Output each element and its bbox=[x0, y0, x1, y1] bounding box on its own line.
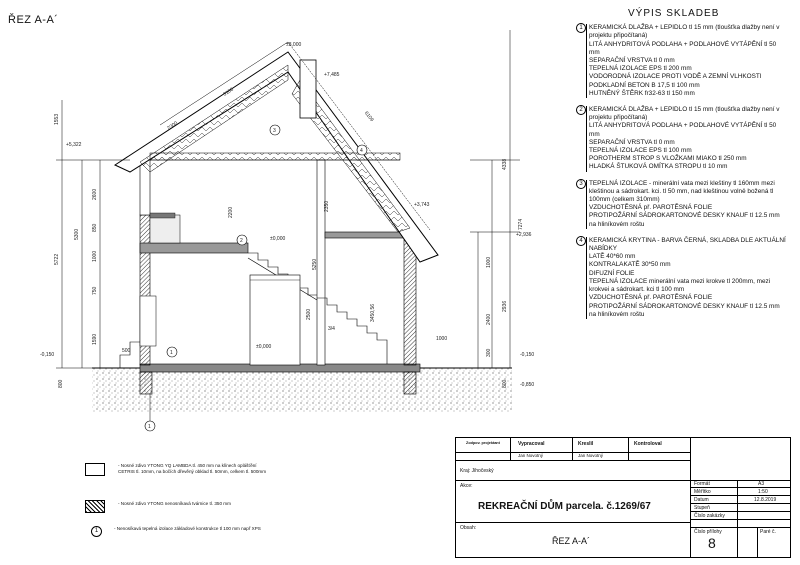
dim-right-4338: 4338 bbox=[502, 158, 508, 170]
level-roof-top: +7,485 bbox=[324, 72, 340, 78]
layer-item: KONTRALAKATĚ 30*50 mm bbox=[589, 261, 671, 269]
left-window bbox=[140, 296, 156, 346]
dim-left-total: 1553 bbox=[54, 113, 60, 125]
meritko-label: Měřítko bbox=[694, 489, 711, 495]
schedule-group-3 bbox=[578, 180, 788, 229]
ground-gravel bbox=[92, 368, 512, 412]
dim-bottom-1000: 1000 bbox=[436, 336, 448, 342]
cislo-prilohy-value: 8 bbox=[708, 535, 716, 551]
svg-text:2: 2 bbox=[240, 238, 243, 244]
section-title: ŘEZ A-A´ bbox=[8, 14, 59, 26]
dim-left-2600: 2600 bbox=[92, 188, 98, 200]
dim-mid-5250: 5250 bbox=[312, 258, 318, 270]
layer-schedule bbox=[578, 10, 788, 327]
dim-mid-3450: 3450,56 bbox=[370, 303, 376, 322]
layer-item: PROTIPOŽÁRNÍ SÁDROKARTONOVÉ DESKY KNAUF tl 12.5 mm na hliníkovém roštu bbox=[589, 302, 780, 318]
level-right-found: -0,850 bbox=[520, 382, 535, 388]
dim-left-5722: 5722 bbox=[54, 253, 60, 265]
vypracoval-label: Vypracoval bbox=[518, 441, 545, 447]
dim-left-750: 750 bbox=[92, 286, 98, 295]
dim-right-2400: 2400 bbox=[486, 313, 492, 325]
layer-item: KERAMICKÁ DLAŽBA + LEPIDLO tl 15 mm (tloušťka dlažby není v projektu připočítaná) bbox=[589, 24, 780, 40]
group-number: 2 bbox=[576, 105, 586, 115]
stair-note: 3/4 bbox=[328, 326, 335, 332]
dim-right-300: 300 bbox=[486, 348, 492, 357]
level-eaves: +5,322 bbox=[66, 142, 82, 148]
dim-mid-2350: 2350 bbox=[324, 200, 330, 212]
dim-left-850: 850 bbox=[92, 223, 98, 232]
svg-text:1: 1 bbox=[170, 350, 173, 356]
pare-label: Paré č. bbox=[760, 529, 776, 535]
callout-3 bbox=[270, 125, 280, 135]
akce-label: Akce: bbox=[460, 483, 473, 489]
dim-right-800: 800 bbox=[502, 379, 508, 388]
layer-item: HLADKÁ ŠTUKOVÁ OMÍTKA STROPU tl 10 mm bbox=[589, 163, 728, 171]
schedule-group-2 bbox=[578, 106, 788, 172]
mid-wall bbox=[317, 160, 325, 365]
callout-1 bbox=[167, 347, 177, 357]
dim-roof-c: 6109 bbox=[362, 110, 375, 123]
layer-item: PODKLADNÍ BETON B 17,5 tl 100 mm bbox=[589, 81, 700, 89]
obsah-value: ŘEZ A-A´ bbox=[552, 536, 591, 546]
format-value: A3 bbox=[758, 481, 765, 487]
cislo-zakazky-label: Číslo zakázky bbox=[694, 513, 725, 519]
layer-item: DIFUZNÍ FOLIE bbox=[589, 269, 635, 277]
layer-item: POROTHERM STROP S VLOŽKAMI MIAKO tl 250 mm bbox=[589, 155, 747, 163]
vypracoval-value: Jan Novotný bbox=[518, 453, 544, 458]
layer-item: LATĚ 40*60 mm bbox=[589, 253, 636, 261]
layer-item: TEPELNÁ IZOLACE minerální vata mezi krokve tl 200mm, mezi krokvei a sádrokart. kci tl 100 mm bbox=[589, 277, 771, 294]
dim-left-800: 800 bbox=[58, 379, 64, 388]
legend-swatch-ytong-hatch bbox=[85, 500, 105, 513]
legend-text: - Nenosíkavá tepelná izolace základové konstrukce tl 100 mm např XPS bbox=[114, 526, 261, 531]
layer-item: TEPELNÁ IZOLACE EPS tl 100 mm bbox=[589, 147, 692, 155]
dim-left-5300: 5300 bbox=[74, 228, 80, 240]
callout-4 bbox=[357, 145, 367, 155]
cislo-prilohy-label: Číslo přílohy bbox=[694, 529, 722, 535]
obsah-label: Obsah: bbox=[460, 525, 477, 531]
level-zero-lower: ±0,000 bbox=[256, 344, 272, 350]
level-right-minus: -0,150 bbox=[520, 352, 535, 358]
group-number: 4 bbox=[576, 236, 586, 246]
format-label: Formát bbox=[694, 481, 710, 487]
legend-text: - Nosné zdivo YTONG YQ LAMBDA tl. 450 mm na klínech oplášťění CETRIS tl. 10mm, na bočích dřevěný obklad tl. 50mm, celkem tl. 500mm bbox=[118, 463, 267, 474]
layer-item: LITÁ ANHYDRITOVÁ PODLAHA + PODLAHOVÉ VYTÁPĚNÍ tl 50 mm bbox=[589, 40, 777, 56]
level-zero-upper: ±0,000 bbox=[270, 236, 286, 242]
layer-item: VZDUCHOTĚSNÁ př. PAROTĚSNÁ FOLIE bbox=[589, 204, 713, 212]
meritko-value: 1:50 bbox=[758, 489, 768, 495]
dim-right-7274: 7274 bbox=[518, 218, 524, 230]
foundation-left bbox=[140, 372, 152, 394]
kontroloval-label: Kontroloval bbox=[634, 441, 662, 447]
layer-item: SEPARAČNÍ VRSTVA tl 0 mm bbox=[589, 57, 675, 65]
upper-floor-slab bbox=[140, 243, 248, 253]
layer-item: LITÁ ANHYDRITOVÁ PODLAHA + PODLAHOVÉ VYTÁPĚNÍ tl 50 mm bbox=[589, 122, 777, 138]
akce-value: REKREAČNÍ DŮM parcela. č.1269/67 bbox=[478, 501, 651, 512]
level-ceiling-right: +2,936 bbox=[516, 232, 532, 238]
layer-item: KERAMICKÁ DLAŽBA + LEPIDLO tl 15 mm (tloušťka dlažby není v projektu připočítaná) bbox=[589, 106, 780, 122]
layer-item: KERAMICKÁ KRYTINA - BARVA ČERNÁ, SKLADBA DLE AKTUÁLNÍ NABÍDKY bbox=[589, 236, 786, 253]
layer-item: HUTNĚNÝ ŠTĚRK fr32-63 tl 150 mm bbox=[589, 89, 695, 97]
legend-swatch-ytong-lambda bbox=[85, 463, 105, 476]
layer-item: PROTIPOŽÁRNÍ SÁDROKARTONOVÉ DESKY KNAUF tl 12.5 mm na hliníkovém roštu bbox=[589, 212, 780, 228]
kreslil-label: Kreslil bbox=[578, 441, 594, 447]
dim-mid-2500: 2500 bbox=[306, 308, 312, 320]
dim-roof-a: 2300 bbox=[166, 120, 179, 132]
group-number: 3 bbox=[576, 179, 586, 189]
schedule-group-1 bbox=[578, 24, 788, 98]
dim-left-500: 500 bbox=[122, 348, 131, 354]
kraj-label: Kraj: Jihočeský bbox=[460, 468, 494, 474]
legend-symbol-1: 1 bbox=[91, 526, 102, 537]
svg-text:4: 4 bbox=[360, 148, 363, 154]
dim-right-2936: 2936 bbox=[502, 300, 508, 312]
svg-text:1: 1 bbox=[148, 424, 151, 430]
balcony-window bbox=[150, 215, 180, 243]
dim-mid-2200: 2200 bbox=[228, 206, 234, 218]
door bbox=[250, 275, 300, 365]
legend-text: - Nosné zdivo YTONG nenosníkavá tvárnice tl. 350 mm bbox=[118, 501, 231, 506]
schedule-group-4 bbox=[578, 237, 788, 319]
dim-left-1590: 1590 bbox=[92, 333, 98, 345]
title-block bbox=[455, 437, 791, 558]
layer-item: VODORODNÁ IZOLACE PROTI VODĚ A ZEMNÍ VLHKOSTI bbox=[589, 73, 762, 81]
callout-2 bbox=[237, 235, 247, 245]
kreslil-value: Jan Novotný bbox=[578, 453, 604, 458]
layer-item: TEPELNÁ IZOLACE - minerální vata mezi kleštiny tl 160mm mezi kleštinou a sádrokart. kci. tl 50 mm, nad kleštinou volně božená tl 100mm (celkem 310mm) bbox=[589, 179, 775, 204]
stupen-label: Stupeň bbox=[694, 505, 710, 511]
group-number: 1 bbox=[576, 23, 586, 33]
layer-item: VZDUCHOTĚSNÁ př. PAROTĚSNÁ FOLIE bbox=[589, 294, 713, 302]
dim-left-1000: 1000 bbox=[92, 250, 98, 262]
exterior-stair bbox=[120, 342, 140, 368]
datum-label: Datum bbox=[694, 497, 709, 503]
layer-item: TEPELNÁ IZOLACE EPS tl 200 mm bbox=[589, 65, 692, 73]
foundation-right bbox=[404, 372, 416, 394]
datum-value: 12.8.2019 bbox=[754, 497, 777, 503]
schedule-title: VÝPIS SKLADEB bbox=[628, 8, 720, 19]
level-left-minus: -0,150 bbox=[40, 352, 55, 358]
svg-text:3: 3 bbox=[273, 128, 276, 134]
dim-roof-b: 3186 bbox=[222, 86, 235, 98]
level-attic: +3,743 bbox=[414, 202, 430, 208]
zodp-label: Zodpov. projektant bbox=[466, 441, 500, 445]
level-ridge: ±8,000 bbox=[286, 42, 302, 48]
layer-item: SEPARAČNÍ VRSTVA tl 0 mm bbox=[589, 138, 675, 146]
balcony-insulation bbox=[150, 213, 175, 218]
dim-right-1000: 1000 bbox=[486, 256, 492, 268]
